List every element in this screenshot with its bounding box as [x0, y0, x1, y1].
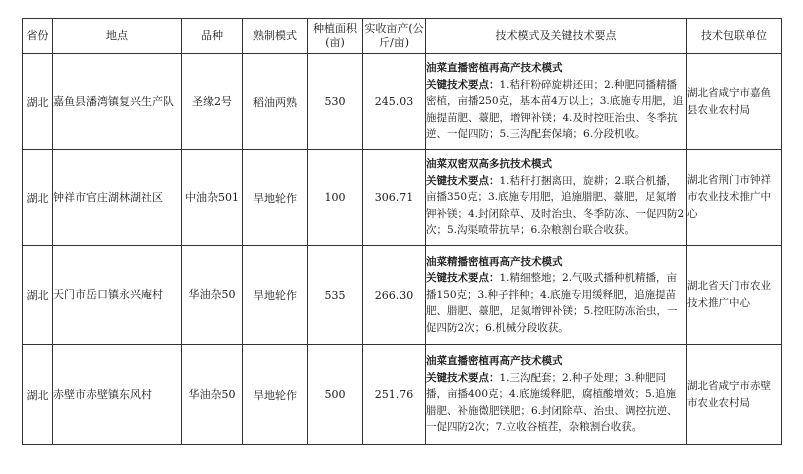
tech-key-text: 1.秸秆粉碎旋耕还田；2.种肥同播精播密植，亩播250克，基本苗4万以上；3.底施专用肥，追施提苗肥、薹肥，增钾补镁；4.及时控旺治虫、冬季抗逆、一促四防；5.三沟配套保墒；6.分段机收。: [426, 78, 684, 141]
tech-key-label: 关键技术要点：: [426, 174, 500, 187]
cell-location: 嘉鱼县潘湾镇复兴生产队: [53, 54, 182, 150]
header-tech: 技术模式及关键技术要点: [426, 19, 687, 54]
table-row: [23, 54, 782, 150]
tech-key-label: 关键技术要点：: [426, 371, 500, 384]
cell-cropping-mode: 旱地轮作: [243, 150, 308, 246]
cell-unit: 湖北省咸宁市嘉鱼县农业农村局: [687, 54, 782, 150]
cell-variety: 圣缘2号: [182, 54, 243, 150]
cell-location: 天门市岳口镇永兴庵村: [53, 246, 182, 345]
demonstration-table: [22, 18, 782, 445]
cell-province: 湖北: [23, 150, 53, 246]
cell-tech: [426, 150, 687, 246]
cell-province: 湖北: [23, 246, 53, 345]
tech-key-text: 1.精细整地；2.气吸式播种机精播，亩播150克；3.种子拌种；4.底施专用缓释肥，追施提苗肥、腊肥、薹肥，足氮增钾补镁；5.控旺防冻治虫，一促四防2次；6.机械分段收获。: [426, 272, 678, 334]
cell-unit: 湖北省荆门市钟祥市农业技术推广中心: [687, 150, 782, 246]
cell-cropping-mode: 旱地轮作: [243, 345, 308, 445]
cell-tech: [426, 246, 687, 345]
table-row: [23, 246, 782, 345]
cell-yield: 251.76: [363, 345, 426, 445]
header-row: [23, 19, 782, 54]
cell-tech: [426, 54, 687, 150]
cell-variety: 中油杂501: [182, 150, 243, 246]
cell-location: 赤壁市赤壁镇东风村: [53, 345, 182, 445]
cell-cropping-mode: 稻油两熟: [243, 54, 308, 150]
cell-province: 湖北: [23, 54, 53, 150]
cell-location: 钟祥市官庄湖林湖社区: [53, 150, 182, 246]
cell-unit: 湖北省咸宁市赤壁市农业农村局: [687, 345, 782, 445]
table-row: [23, 150, 782, 246]
header-location: 地点: [53, 19, 182, 54]
cell-area: 535: [308, 246, 363, 345]
tech-key-text: 1.三沟配套；2.种子处理；3.种肥同播，亩播400克；4.底施缓释肥，腐植酸增效；5.追施腊肥、补施微肥镁肥；6.封闭除草、治虫、调控抗逆、一促四防2次；7.立收谷植茬，杂粮割台收获。: [426, 371, 678, 434]
tech-mode-title: 油菜直播密植再高产技术模式: [426, 62, 563, 75]
cell-unit: 湖北省天门市农业技术推广中心: [687, 246, 782, 345]
tech-key-label: 关键技术要点：: [426, 78, 500, 91]
cell-tech: [426, 345, 687, 445]
cell-yield: 245.03: [363, 54, 426, 150]
header-yield: 实收亩产(公斤/亩): [363, 19, 426, 54]
header-area: 种植面积(亩): [308, 19, 363, 54]
cell-area: 100: [308, 150, 363, 246]
tech-key-text: 1.秸秆打捆离田，旋耕；2.联合机播，亩播350克；3.底施专用肥，追施腊肥、薹肥，足氮增钾补镁；4.封闭除草、及时治虫、冬季防冻、一促四防2次；5.沟渠喷带抗旱；6.杂粮割台联合收获。: [426, 174, 685, 237]
header-cropping-mode: 熟制模式: [243, 19, 308, 54]
cell-area: 500: [308, 345, 363, 445]
tech-mode-title: 油菜双密双高多抗技术模式: [426, 158, 552, 171]
header-variety: 品种: [182, 19, 243, 54]
cell-yield: 306.71: [363, 150, 426, 246]
cell-yield: 266.30: [363, 246, 426, 345]
cell-variety: 华油杂50: [182, 246, 243, 345]
table-row: [23, 345, 782, 445]
header-province: 省份: [23, 19, 53, 54]
cell-province: 湖北: [23, 345, 53, 445]
tech-mode-title: 油菜精播密植再高产技术模式: [426, 255, 563, 268]
tech-mode-title: 油菜直播密植再高产技术模式: [426, 355, 563, 368]
cell-area: 530: [308, 54, 363, 150]
cell-variety: 华油杂50: [182, 345, 243, 445]
tech-key-label: 关键技术要点：: [426, 272, 500, 285]
cell-cropping-mode: 旱地轮作: [243, 246, 308, 345]
header-unit: 技术包联单位: [687, 19, 782, 54]
